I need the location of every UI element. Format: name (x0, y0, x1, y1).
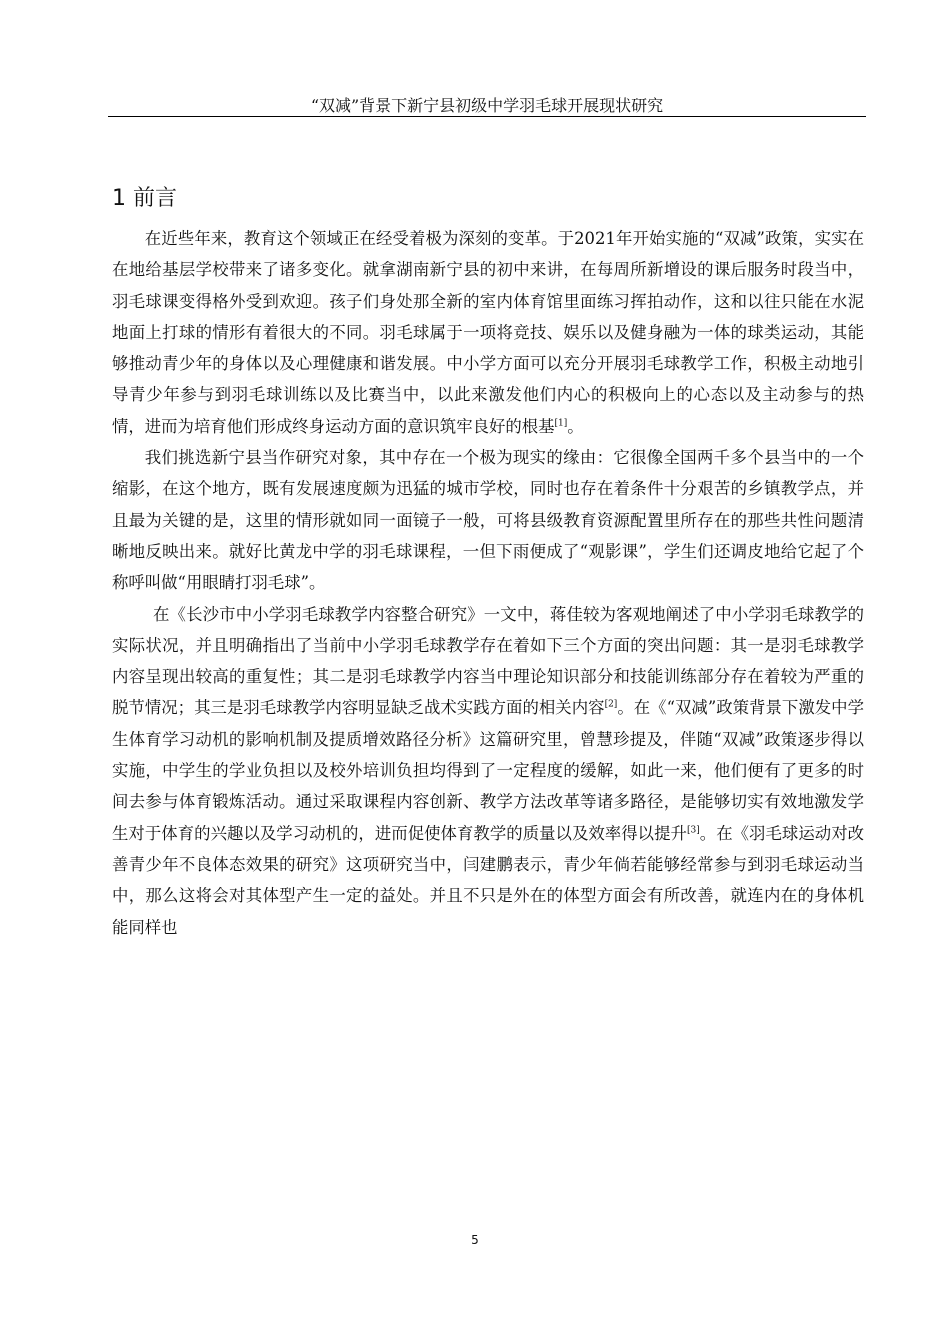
body-text (112, 223, 864, 943)
paragraph-3-text-b: 。在《“双减”政策背景下激发中学生体育学习动机的影响机制及提质增效路径分析》这篇研究里，曾慧珍提及，伴随“双减”政策逐步得以实施，中学生的学业负担以及校外培训负担均得到了一定程度的缓解，如此一来，他们便有了更多的时间去参与体育锻炼活动。通过采取课程内容创新、教学方法改革等诸多路径，是能够切实有效地激发学生对于体育的兴趣以及学习动机的，进而促使体育教学的质量以及效率得以提升 (112, 698, 864, 843)
citation-1: [1] (554, 418, 568, 429)
paragraph-1-text-a: 在近些年来，教育这个领域正在经受着极为深刻的变革。于2021年开始实施的“双减”政策，实实在在地给基层学校带来了诸多变化。就拿湖南新宁县的初中来讲，在每周所新增设的课后服务时段当中，羽毛球课变得格外受到欢迎。孩子们身处那全新的室内体育馆里面练习挥拍动作，这和以往只能在水泥地面上打球的情形有着很大的不同。羽毛球属于一项将竞技、娱乐以及健身融为一体的球类运动，其能够推动青少年的身体以及心理健康和谐发展。中小学方面可以充分开展羽毛球教学工作，积极主动地引导青少年参与到羽毛球训练以及比赛当中，以此来激发他们内心的积极向上的心态以及主动参与的热情，进而为培育他们形成终身运动方面的意识筑牢良好的根基 (112, 229, 864, 436)
paragraph-3 (112, 599, 864, 943)
page-number: 5 (471, 1233, 479, 1247)
section-heading: 1 前言 (112, 186, 177, 211)
paragraph-1-text-b: 。 (567, 416, 584, 436)
paragraph-3-text-c: 。在《羽毛球运动对改善青少年不良体态效果的研究》这项研究当中，闫建鹏表示，青少年倘若能够经常参与到羽毛球运动当中，那么这将会对其体型产生一定的益处。并且不只是外在的体型方面会有所改善，就连内在的身体机能同样也 (112, 823, 865, 937)
paragraph-3-text-a: 在《长沙市中小学羽毛球教学内容整合研究》一文中，蒋佳较为客观地阐述了中小学羽毛球教学的实际状况，并且明确指出了当前中小学羽毛球教学存在着如下三个方面的突出问题：其一是羽毛球教学内容呈现出较高的重复性；其二是羽毛球教学内容当中理论知识部分和技能训练部分存在着较为严重的脱节情况；其三是羽毛球教学内容明显缺乏战术实践方面的相关内容 (112, 604, 864, 718)
paragraph-2: 我们挑选新宁县当作研究对象，其中存在一个极为现实的缘由：它很像全国两千多个县当中的一个缩影，在这个地方，既有发展速度颇为迅猛的城市学校，同时也存在着条件十分艰苦的乡镇教学点，并且最为关键的是，这里的情形就如同一面镜子一般，可将县级教育资源配置里所存在的那些共性问题清晰地反映出来。就好比黄龙中学的羽毛球课程，一但下雨便成了“观影课”，学生们还调皮地给它起了个称呼叫做“用眼睛打羽毛球”。 (112, 448, 864, 593)
paragraph-1 (112, 223, 864, 442)
citation-2: [2] (604, 699, 618, 710)
citation-3: [3] (686, 825, 700, 836)
header-rule (108, 116, 866, 117)
running-header-title: “双减”背景下新宁县初级中学羽毛球开展现状研究 (310, 96, 664, 115)
